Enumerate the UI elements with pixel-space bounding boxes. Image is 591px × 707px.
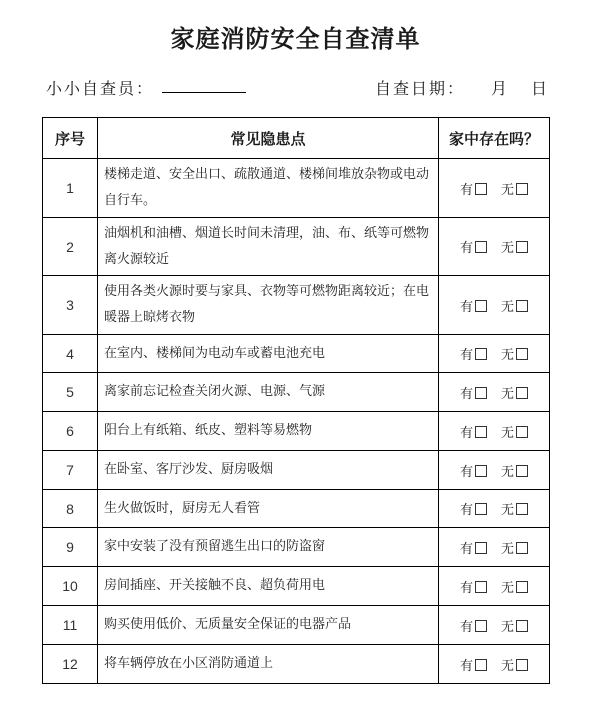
yes-option[interactable] <box>460 241 487 256</box>
inspector-blank-line[interactable] <box>162 92 246 93</box>
exists-choice <box>439 276 550 335</box>
exists-choice <box>439 451 550 490</box>
yes-option[interactable] <box>460 426 487 441</box>
exists-choice <box>439 335 550 373</box>
no-label: 无 <box>501 348 515 363</box>
no-checkbox[interactable] <box>516 620 528 632</box>
day-label: 日 <box>531 79 550 98</box>
no-label: 无 <box>501 541 515 557</box>
no-label: 无 <box>501 464 515 480</box>
table-row <box>43 373 550 412</box>
table-row <box>43 218 550 276</box>
yes-checkbox[interactable] <box>475 620 487 632</box>
table-header-row <box>43 118 550 159</box>
header-exists: 家中存在吗？ <box>439 118 550 159</box>
no-label: 无 <box>501 241 515 256</box>
no-checkbox[interactable] <box>516 348 528 360</box>
yes-option[interactable] <box>460 503 487 518</box>
no-checkbox[interactable] <box>516 581 528 593</box>
table-row <box>43 276 550 335</box>
row-number: 3 <box>43 276 98 335</box>
yes-checkbox[interactable] <box>475 300 487 312</box>
no-label: 无 <box>501 425 515 441</box>
row-number: 2 <box>43 218 98 276</box>
row-number: 8 <box>43 490 98 528</box>
no-label: 无 <box>501 658 515 674</box>
table-row <box>43 451 550 490</box>
yes-option[interactable] <box>460 183 487 198</box>
yes-option[interactable] <box>460 348 487 363</box>
table-row <box>43 645 550 684</box>
yes-label: 有 <box>459 658 473 674</box>
no-option[interactable] <box>501 241 528 256</box>
row-number: 1 <box>43 159 98 218</box>
table-row <box>43 528 550 567</box>
no-checkbox[interactable] <box>516 426 528 438</box>
month-label: 月 <box>491 79 510 98</box>
row-number: 10 <box>43 567 98 606</box>
yes-option[interactable] <box>460 620 487 635</box>
yes-option[interactable] <box>460 300 487 315</box>
hazard-description: 在室内、楼梯间为电动车或蓄电池充电 <box>98 335 439 373</box>
hazard-description: 房间插座、开关接触不良、超负荷用电 <box>98 567 439 606</box>
row-number: 5 <box>43 373 98 412</box>
inspector-label: 小小自查员： <box>46 79 155 98</box>
table-row <box>43 335 550 373</box>
table-row <box>43 159 550 218</box>
exists-choice <box>439 567 550 606</box>
yes-label: 有 <box>459 348 473 363</box>
no-option[interactable] <box>501 465 528 480</box>
row-number: 9 <box>43 528 98 567</box>
table-row <box>43 490 550 528</box>
no-checkbox[interactable] <box>516 542 528 554</box>
hazard-description: 油烟机和油槽、烟道长时间未清理，油、布、纸等可燃物离火源较近 <box>98 218 439 276</box>
yes-option[interactable] <box>460 465 487 480</box>
page-title: 家庭消防安全自查清单 <box>170 24 421 53</box>
yes-label: 有 <box>459 541 473 557</box>
hazard-description: 在卧室、客厅沙发、厨房吸烟 <box>98 451 439 490</box>
yes-label: 有 <box>459 464 473 480</box>
yes-option[interactable] <box>460 581 487 596</box>
exists-choice <box>439 218 550 276</box>
yes-label: 有 <box>459 503 473 518</box>
yes-checkbox[interactable] <box>475 465 487 477</box>
no-option[interactable] <box>501 387 528 402</box>
exists-choice <box>439 373 550 412</box>
no-option[interactable] <box>501 620 528 635</box>
yes-checkbox[interactable] <box>475 387 487 399</box>
yes-checkbox[interactable] <box>475 348 487 360</box>
no-label: 无 <box>501 580 515 596</box>
exists-choice <box>439 159 550 218</box>
no-checkbox[interactable] <box>516 659 528 671</box>
yes-option[interactable] <box>460 659 487 674</box>
header-hazard: 常见隐患点 <box>98 118 439 159</box>
yes-checkbox[interactable] <box>475 659 487 671</box>
yes-label: 有 <box>459 241 473 256</box>
no-label: 无 <box>501 503 515 518</box>
no-checkbox[interactable] <box>516 503 528 515</box>
hazard-description: 将车辆停放在小区消防通道上 <box>98 645 439 684</box>
table-row <box>43 567 550 606</box>
hazard-description: 楼梯走道、安全出口、疏散通道、楼梯间堆放杂物或电动自行车。 <box>98 159 439 218</box>
hazard-description: 购买使用低价、无质量安全保证的电器产品 <box>98 606 439 645</box>
no-label: 无 <box>501 386 515 402</box>
yes-label: 有 <box>459 386 473 402</box>
table-row <box>43 606 550 645</box>
no-checkbox[interactable] <box>516 183 528 195</box>
no-label: 无 <box>501 182 515 198</box>
yes-checkbox[interactable] <box>475 183 487 195</box>
row-number: 7 <box>43 451 98 490</box>
table-row <box>43 412 550 451</box>
yes-option[interactable] <box>460 387 487 402</box>
yes-label: 有 <box>459 580 473 596</box>
date-field <box>375 76 549 99</box>
exists-choice <box>439 645 550 684</box>
no-checkbox[interactable] <box>516 241 528 253</box>
no-option[interactable] <box>501 503 528 518</box>
no-checkbox[interactable] <box>516 387 528 399</box>
no-checkbox[interactable] <box>516 300 528 312</box>
row-number: 4 <box>43 335 98 373</box>
yes-checkbox[interactable] <box>475 503 487 515</box>
yes-checkbox[interactable] <box>475 581 487 593</box>
yes-label: 有 <box>459 425 473 441</box>
hazard-description: 离家前忘记检查关闭火源、电源、气源 <box>98 373 439 412</box>
hazard-description: 使用各类火源时要与家具、衣物等可燃物距离较近；在电暖器上晾烤衣物 <box>98 276 439 335</box>
yes-checkbox[interactable] <box>475 426 487 438</box>
no-option[interactable] <box>501 581 528 596</box>
yes-checkbox[interactable] <box>475 241 487 253</box>
yes-checkbox[interactable] <box>475 542 487 554</box>
hazard-description: 阳台上有纸箱、纸皮、塑料等易燃物 <box>98 412 439 451</box>
no-option[interactable] <box>501 300 528 315</box>
hazard-description: 生火做饭时，厨房无人看管 <box>98 490 439 528</box>
exists-choice <box>439 606 550 645</box>
row-number: 11 <box>43 606 98 645</box>
no-option[interactable] <box>501 542 528 557</box>
checklist-table <box>42 117 550 684</box>
yes-option[interactable] <box>460 542 487 557</box>
yes-label: 有 <box>459 299 473 315</box>
exists-choice <box>439 528 550 567</box>
hazard-description: 家中安装了没有预留逃生出口的防盗窗 <box>98 528 439 567</box>
date-label: 自查日期： <box>375 79 466 98</box>
exists-choice <box>439 490 550 528</box>
no-option[interactable] <box>501 659 528 674</box>
no-label: 无 <box>501 619 515 635</box>
row-number: 12 <box>43 645 98 684</box>
no-label: 无 <box>501 299 515 315</box>
exists-choice <box>439 412 550 451</box>
yes-label: 有 <box>459 619 473 635</box>
header-number: 序号 <box>43 118 98 159</box>
no-checkbox[interactable] <box>516 465 528 477</box>
row-number: 6 <box>43 412 98 451</box>
no-option[interactable] <box>501 183 528 198</box>
no-option[interactable] <box>501 348 528 363</box>
yes-label: 有 <box>459 182 473 198</box>
no-option[interactable] <box>501 426 528 441</box>
